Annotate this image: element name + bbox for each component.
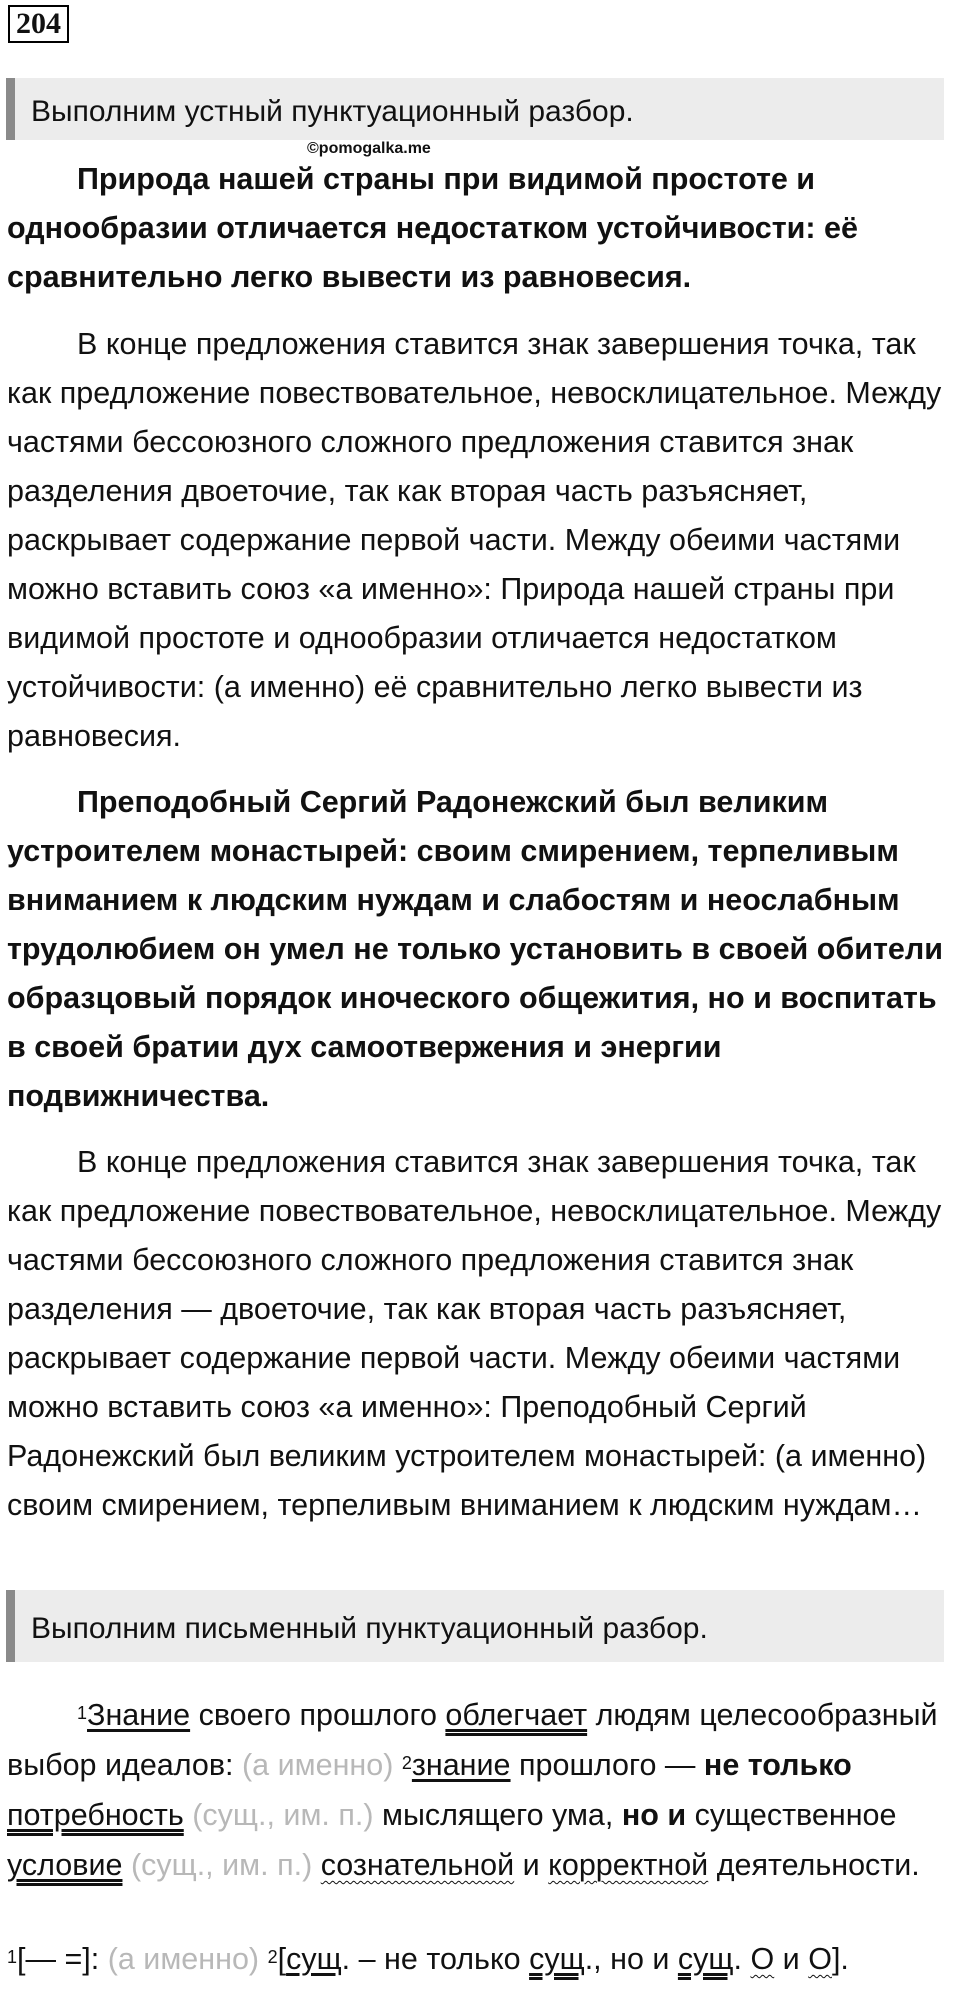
scheme-attribute-2: О — [808, 1942, 832, 1976]
sentence-scheme — [7, 1935, 951, 1984]
text-fragment: и — [514, 1848, 549, 1882]
written-analysis-header — [6, 1590, 944, 1662]
grammar-note-1: (сущ., им. п.) — [192, 1798, 374, 1832]
written-analysis-header-text: Выполним письменный пунктуационный разбор. — [31, 1612, 708, 1645]
explanation-2-text: В конце предложения ставится знак завершения точка, так как предложение повествовательное, невосклицательное. Между частями бессоюзного сложного предложения ставится знак разделения — двоеточие, так как вторая часть разъясняет, раскрывает содержание первой части. Между обеими частями можно вставить союз «а именно»: Преподобный Сергий Радонежский был великим устроителем монастырей: (а именно) своим смирением, терпеливым вниманием к людским нуждам… — [7, 1145, 942, 1522]
text-fragment — [312, 1848, 320, 1882]
scheme-fragment: ]. — [831, 1942, 849, 1976]
scheme-subject: сущ — [286, 1942, 342, 1976]
explanation-2 — [7, 1138, 951, 1530]
scheme-attribute-1: О — [750, 1942, 775, 1976]
attribute-soznatelnoy: сознательной — [320, 1848, 515, 1882]
subject-2: знание — [411, 1748, 511, 1782]
oral-analysis-header-text: Выполним устный пунктуационный разбор. — [31, 95, 634, 128]
text-fragment — [393, 1748, 401, 1782]
text-fragment: существенное — [686, 1798, 897, 1832]
conjunction-ne-tolko: не только — [703, 1748, 852, 1782]
attribute-korrektnoy: корректной — [548, 1848, 709, 1882]
scheme-part-1: [— =]: — [17, 1942, 108, 1976]
analyzed-sentence — [7, 1690, 951, 1890]
text-fragment: мыслящего ума, — [373, 1798, 622, 1832]
scheme-inserted-conjunction: (а именно) — [107, 1942, 260, 1976]
sentence-1-text: Природа нашей страны при видимой простоте и однообразии отличается недостатком устойчивости: её сравнительно легко вывести из равновесия. — [7, 162, 858, 294]
scheme-fragment: [ — [277, 1942, 287, 1976]
explanation-1-text: В конце предложения ставится знак завершения точка, так как предложение повествовательное, невосклицательное. Между частями бессоюзного сложного предложения ставится знак разделения двоеточие, так как вторая часть разъясняет, раскрывает содержание первой части. Между обеими частями можно вставить союз «а именно»: Природа нашей страны при видимой простоте и однообразии отличается недостатком устойчивости: (а именно) её сравнительно легко вывести из равновесия. — [7, 327, 942, 753]
text-fragment: своего прошлого — [190, 1698, 446, 1732]
text-fragment: деятельности. — [708, 1848, 920, 1882]
conjunction-no-i: но и — [621, 1798, 687, 1832]
predicate-1: облегчает — [445, 1698, 588, 1732]
scheme-fragment: . – не только — [341, 1942, 530, 1976]
clause-number-1: 1 — [77, 1703, 88, 1723]
oral-analysis-header — [6, 78, 944, 140]
exercise-number: 204 — [8, 5, 69, 43]
inserted-conjunction: (а именно) — [242, 1748, 394, 1782]
text-fragment — [184, 1798, 192, 1832]
predicate-uslovie: условие — [7, 1848, 123, 1882]
scheme-fragment — [259, 1942, 267, 1976]
subject-1: Знание — [87, 1698, 191, 1732]
scheme-number-2: 2 — [267, 1947, 278, 1967]
text-fragment: прошлого — — [510, 1748, 704, 1782]
watermark: ©pomogalka.me — [307, 140, 431, 157]
scheme-fragment: ., но и — [584, 1942, 678, 1976]
grammar-note-2: (сущ., им. п.) — [130, 1848, 313, 1882]
text-fragment: людям целесообразный выбор идеалов: — [7, 1698, 938, 1782]
clause-number-2: 2 — [401, 1753, 412, 1773]
sentence-2-text: Преподобный Сергий Радонежский был великим устроителем монастырей: своим смирением, терпеливым вниманием к людским нуждам и слабостям и неослабным трудолюбием он умел не только установить в своей обители образцовый порядок иноческого общежития, но и воспитать в своей братии дух самоотвержения и энергии подвижничества. — [7, 785, 943, 1113]
scheme-predicate-1: сущ — [529, 1942, 585, 1976]
scheme-predicate-2: сущ — [677, 1942, 734, 1976]
scheme-fragment: . — [733, 1942, 751, 1976]
explanation-1 — [7, 320, 951, 761]
scheme-fragment: и — [774, 1942, 809, 1976]
sentence-1 — [7, 155, 951, 302]
text-fragment — [122, 1848, 130, 1882]
scheme-number-1: 1 — [7, 1947, 18, 1967]
sentence-2 — [7, 778, 951, 1121]
predicate-potrebnost: потребность — [7, 1798, 184, 1832]
